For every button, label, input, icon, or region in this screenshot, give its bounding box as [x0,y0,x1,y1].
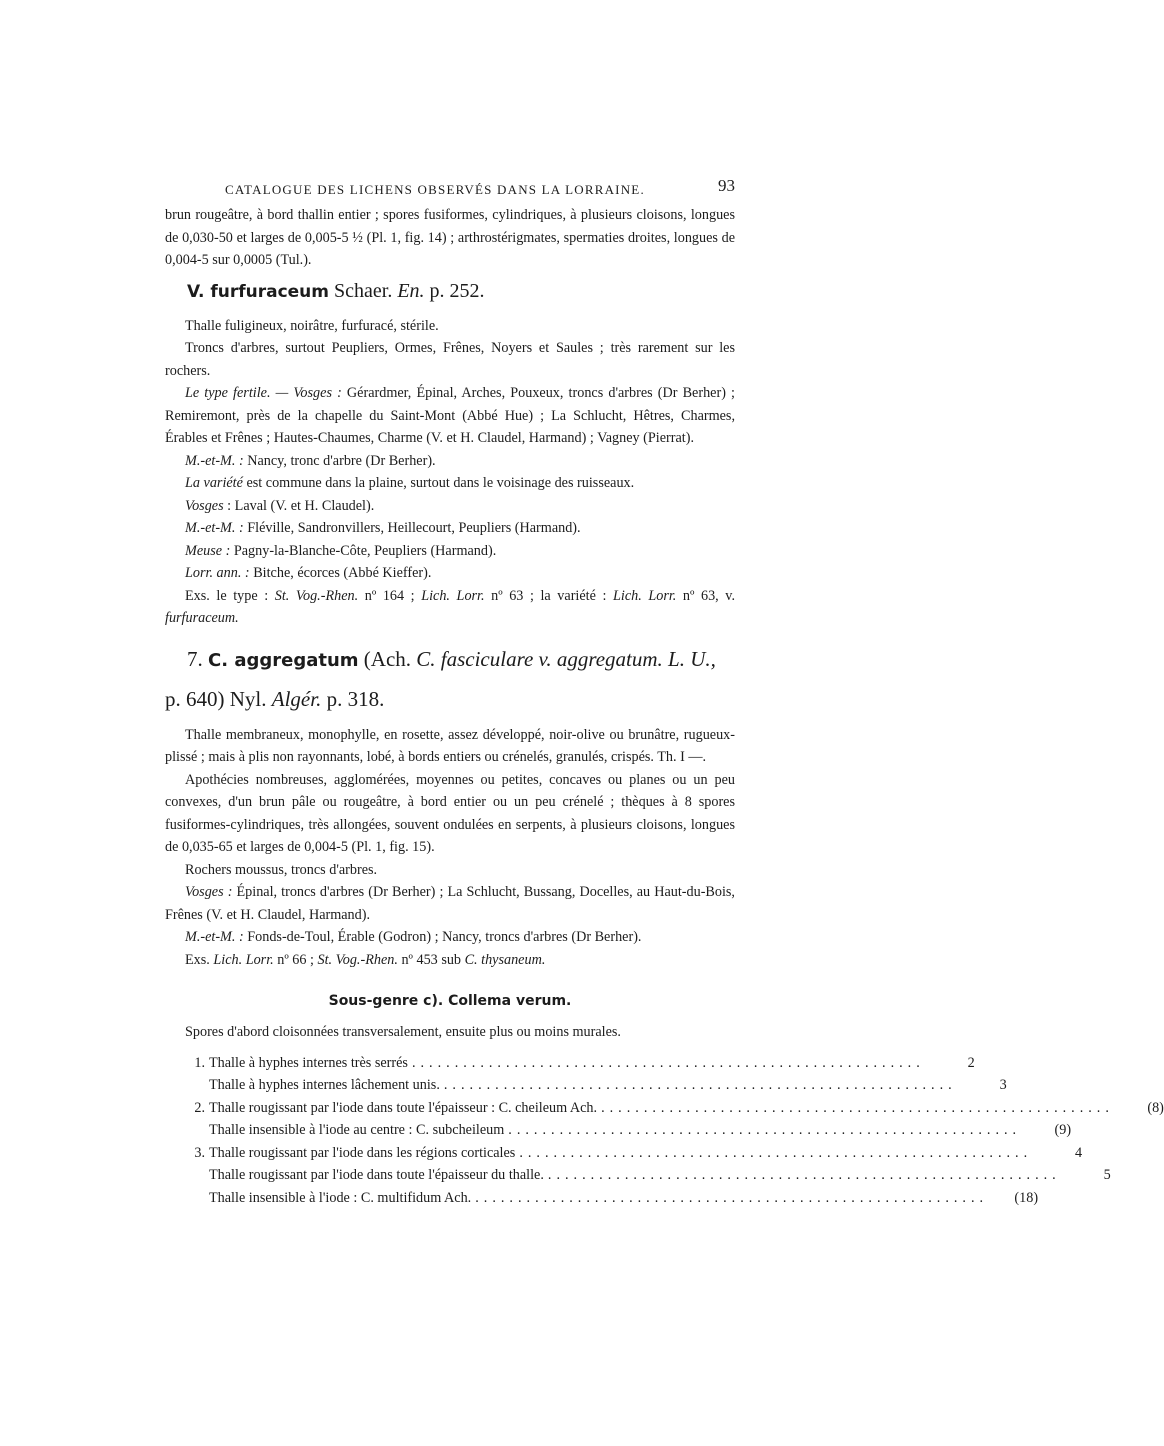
paragraph [165,540,735,563]
paragraph [165,926,735,949]
leader-dots: ............................................................ [508,1122,1022,1138]
paragraph [165,450,735,473]
key-reference: (9) [1054,1122,1072,1138]
locality-label: La variété [185,475,243,491]
leader-dots: ............................................................ [411,1054,925,1071]
locality-label: M.-et-M. : [185,452,244,469]
key-number: 3. [194,1144,205,1161]
locality-label: M.-et-M. : [185,520,244,536]
key-reference: (8) [1147,1099,1164,1116]
key-row [165,1052,975,1075]
key-reference: 3 [999,1077,1007,1093]
running-title: CATALOGUE DES LICHENS OBSERVÉS DANS LA LORRAINE. [225,182,645,197]
key-text: Thalle à hyphes internes lâchement unis. [209,1077,440,1093]
text: Exs. [185,951,214,968]
paragraph [165,881,735,926]
key-text: Thalle rougissant par l'iode dans toute l'épaisseur : C. cheileum Ach. [209,1099,598,1116]
paragraph: Thalle membraneux, monophylle, en rosette, assez développé, noir-olive ou brunâtre, rugueux-plissé ; mais à plis non rayonnants, lobé, à bords entiers ou crénelés, granulés, crispés. Th. I —. [165,726,735,765]
species-heading-line2 [165,684,735,714]
species-ref: p. 640) Nyl. [165,686,267,711]
variety-ref: En. [397,279,425,302]
species-number: 7. [187,646,203,671]
locality-text: Gérardmer, Épinal, Arches, Pouxeux, troncs d'arbres (Dr Berher) ; Remiremont, près de la chapelle du Saint-Mont (Abbé Hue) ; La Schlucht, Hêtres, Charmes, Érables et Frênes ; Hautes-Chaumes, Charme (V. et H. Claudel, Harmand) ; Vagney (Pierrat). [165,385,735,446]
paragraph: Rochers moussus, troncs d'arbres. [185,861,378,878]
locality-text: Nancy, tronc d'arbre (Dr Berher). [243,452,436,469]
key-row [165,1164,1111,1187]
key-text: Thalle insensible à l'iode au centre : C. subcheileum [209,1122,505,1138]
locality-text: est commune dans la plaine, surtout dans le voisinage des ruisseaux. [242,475,635,491]
identification-key [165,1052,1164,1210]
italic-text: Lich. Lorr. [612,587,677,604]
italic-text: Lich. Lorr. [421,587,485,604]
key-reference: 2 [967,1054,975,1071]
key-text: Thalle insensible à l'iode : C. multifidum Ach. [209,1189,472,1206]
species-name: C. aggregatum [208,649,359,671]
variety-name: V. furfuraceum [187,281,330,302]
locality-text: Fonds-de-Toul, Érable (Godron) ; Nancy, troncs d'arbres (Dr Berher). [243,929,642,945]
italic-text: St. Vog.-Rhen. [317,951,398,968]
variety-author: Schaer. [334,279,393,302]
key-text: Thalle rougissant par l'iode dans toute l'épaisseur du thalle. [209,1167,544,1183]
italic-text: Lich. Lorr. [213,951,274,968]
subgenus-heading: Sous-genre c). Collema verum. [328,993,572,1009]
species-author: (Ach. [363,646,412,671]
key-number: 1. [194,1054,205,1071]
key-row [165,1119,1072,1142]
locality-label: Lorr. ann. : [185,565,250,581]
text: Exs. le type : [185,587,275,604]
locality-label: Vosges [185,497,224,514]
locality-text: Bitche, écorces (Abbé Kieffer). [249,565,432,581]
leader-dots: ............................................................ [519,1144,1033,1161]
paragraph: Apothécies nombreuses, agglomérées, moyennes ou petites, concaves ou planes ou un peu convexes, d'un brun pâle ou rougeâtre, à bord entier ou un peu crénelé ; thèques à 8 spores fusiformes-cylindriques, très allongées, souvent ondulées en serpents, à plusieurs cloisons, longues de 0,035-65 et larges de 0,004-5 (Pl. 1, fig. 15). [165,771,735,855]
exsiccata [165,585,735,630]
key-row [165,1187,1039,1210]
page [165,176,1164,1209]
species-page: p. 318. [326,686,385,711]
running-header [165,176,735,204]
key-text: Thalle à hyphes internes très serrés [209,1054,408,1071]
species-synonym: C. fasciculare v. aggregatum. L. U., [416,646,716,671]
key-reference: (18) [1014,1189,1039,1206]
locality-label: Meuse : [185,542,231,559]
key-reference: 5 [1103,1167,1111,1183]
locality-text: : Laval (V. et H. Claudel). [223,497,375,514]
paragraph [165,472,735,495]
key-reference: 4 [1075,1144,1083,1161]
locality-label: M.-et-M. : [185,929,244,945]
italic-text: St. Vog.-Rhen. [274,587,359,604]
key-row [165,1074,1007,1097]
paragraph [165,382,735,450]
italic-text: furfuraceum. [165,610,239,626]
paragraph [165,517,735,540]
text: nº 63 ; la variété : [484,587,613,604]
key-intro: Spores d'abord cloisonnées transversalement, ensuite plus ou moins murales. [185,1024,621,1040]
text: nº 453 sub [397,951,465,968]
locality-label: Vosges : [185,884,233,900]
leader-dots: ............................................................ [547,1167,1061,1183]
exsiccata [165,949,735,972]
text: nº 164 ; [358,587,422,604]
paragraph: brun rougeâtre, à bord thallin entier ; spores fusiformes, cylindriques, à plusieurs cloisons, longues de 0,030-50 et larges de 0,005-5 ½ (Pl. 1, fig. 14) ; arthrostérigmates, spermaties droites, longues de 0,004-5 sur 0,0005 (Tul.). [165,207,735,268]
locality-text: Pagny-la-Blanche-Côte, Peupliers (Harmand). [230,542,497,559]
text: nº 63, v. [676,587,736,604]
paragraph [165,562,735,585]
species-heading [187,644,735,676]
variety-heading [187,278,735,305]
leader-dots: ............................................................ [601,1099,1114,1116]
paragraph [165,495,735,518]
key-number: 2. [194,1099,205,1116]
page-number: 93 [718,176,735,195]
species-ref-italic: Algér. [271,686,322,711]
locality-text: Épinal, troncs d'arbres (Dr Berher) ; La Schlucht, Bussang, Docelles, au Haut-du-Bois, Frênes (V. et H. Claudel, Harmand). [165,884,735,923]
variety-page: p. 252. [429,279,485,302]
locality-label: Le type fertile. — Vosges : [185,385,342,401]
leader-dots: ............................................................ [475,1189,989,1206]
key-text: Thalle rougissant par l'iode dans les régions corticales [209,1144,516,1161]
key-row [165,1142,1083,1165]
leader-dots: ............................................................ [443,1077,957,1093]
paragraph: Thalle fuligineux, noirâtre, furfuracé, stérile. [185,317,439,334]
text: nº 66 ; [273,951,318,968]
italic-text: C. thysaneum. [464,951,546,968]
locality-text: Fléville, Sandronvillers, Heillecourt, Peupliers (Harmand). [243,520,581,536]
key-row [165,1097,1164,1120]
paragraph: Troncs d'arbres, surtout Peupliers, Ormes, Frênes, Noyers et Saules ; très rarement sur les rochers. [165,340,735,379]
